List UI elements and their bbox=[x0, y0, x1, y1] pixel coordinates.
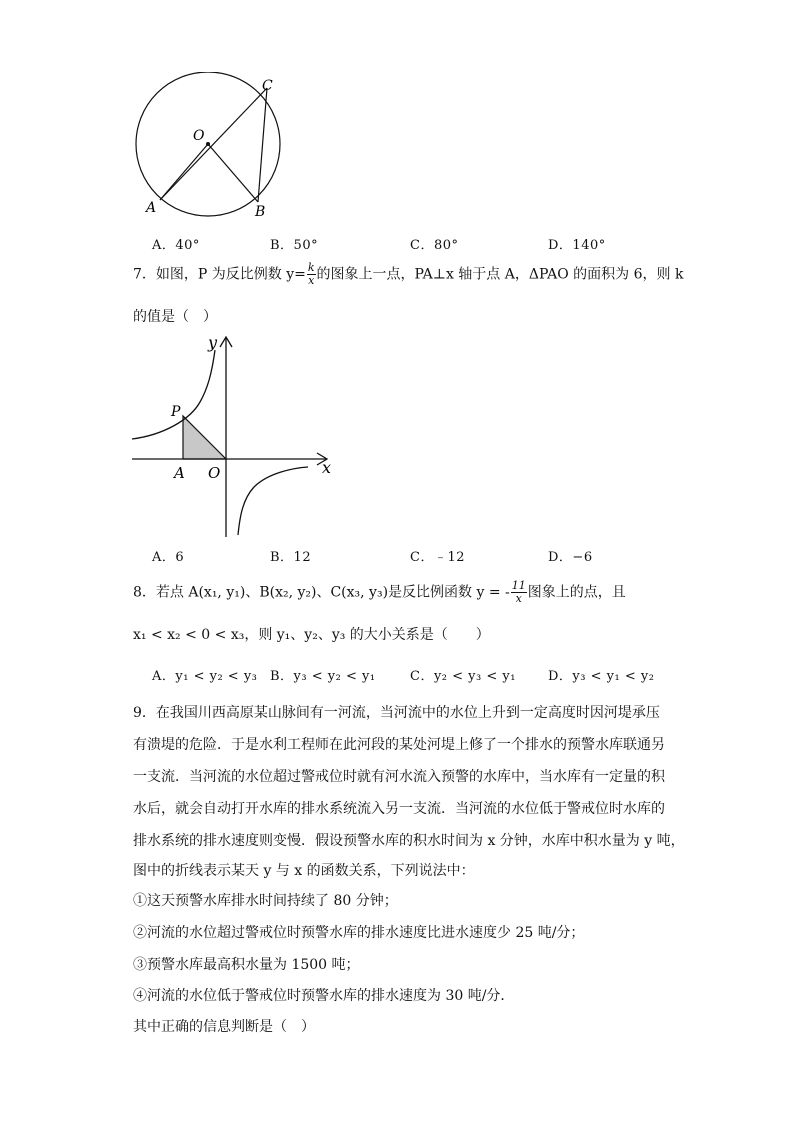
label-a: A bbox=[146, 200, 157, 216]
label-y: y bbox=[208, 333, 218, 352]
center-dot bbox=[206, 142, 210, 146]
label-x: x bbox=[322, 458, 332, 477]
q7-stem-part2: 的图象上一点，PA⊥x 轴于点 A，ΔPAO 的面积为 6，则 k bbox=[316, 266, 684, 283]
q7-fraction bbox=[307, 262, 316, 287]
q8-frac-den: x bbox=[515, 592, 522, 605]
label-a: A bbox=[174, 464, 185, 482]
segment-bc bbox=[258, 88, 267, 202]
segment-oa bbox=[160, 144, 208, 200]
q8-fraction bbox=[511, 580, 527, 605]
q9-line-1: 9．在我国川西高原某山脉间有一河流，当河流中的水位上升到一定高度时因河堤承压 bbox=[133, 705, 660, 721]
q8-option-c: C．y₂ < y₃ < y₁ bbox=[410, 669, 516, 684]
q7-stem-line2: 的值是（ ） bbox=[133, 309, 217, 325]
q9-line-2: 有溃堤的危险．于是水利工程师在此河段的某处河堤上修了一个排水的预警水库联通另 bbox=[133, 737, 665, 753]
shaded-triangle-pao bbox=[183, 416, 226, 459]
q7-frac-den: x bbox=[308, 274, 315, 287]
q6-circle-figure bbox=[120, 72, 295, 222]
q7-option-c: C．﹣12 bbox=[410, 550, 465, 565]
hyperbola-branch-left bbox=[132, 350, 215, 439]
q8-option-a: A．y₁ < y₂ < y₃ bbox=[152, 669, 258, 684]
q9-statement-3: ③预警水库最高积水量为 1500 吨； bbox=[133, 957, 360, 973]
q9-question: 其中正确的信息判断是（ ） bbox=[133, 1019, 315, 1035]
q7-option-d: D．−6 bbox=[548, 550, 593, 565]
q8-stem-part1: 8．若点 A(x₁, y₁)、B(x₂, y₂)、C(x₃, y₃)是反比例函数 y = - bbox=[133, 584, 510, 601]
q6-option-b: B．50° bbox=[270, 238, 319, 253]
label-p: P bbox=[171, 404, 181, 420]
q7-frac-num: k bbox=[307, 261, 315, 274]
q8-option-b: B．y₃ < y₂ < y₁ bbox=[270, 669, 376, 684]
q9-statement-4: ④河流的水位低于警戒位时预警水库的排水速度为 30 吨/分． bbox=[133, 988, 515, 1004]
hyperbola-branch-right bbox=[238, 467, 308, 535]
q7-option-a: A．6 bbox=[152, 550, 185, 565]
q9-statement-2: ②河流的水位超过警戒位时预警水库的排水速度比进水速度少 25 吨/分； bbox=[133, 925, 585, 941]
label-o: O bbox=[208, 464, 221, 482]
q6-option-d: D．140° bbox=[548, 238, 606, 253]
q7-stem-part1: 7．如图，P 为反比例数 y= bbox=[133, 266, 306, 283]
label-o: O bbox=[193, 128, 205, 144]
segment-ob bbox=[208, 144, 258, 202]
q6-option-c: C．80° bbox=[410, 238, 459, 253]
segment-ac bbox=[160, 88, 267, 200]
q8-stem-line1 bbox=[133, 580, 626, 605]
label-c: C bbox=[262, 78, 273, 94]
q6-option-a: A．40° bbox=[152, 238, 200, 253]
q8-stem-part2: 图象上的点，且 bbox=[527, 584, 626, 601]
q9-statement-1: ①这天预警水库排水时间持续了 80 分钟； bbox=[133, 893, 398, 909]
q7-stem-line1 bbox=[133, 262, 683, 287]
q9-line-3: 一支流．当河流的水位超过警戒位时就有河水流入预警的水库中，当水库有一定量的积 bbox=[133, 769, 665, 785]
label-b: B bbox=[255, 204, 266, 220]
q9-line-5: 排水系统的排水速度则变慢．假设预警水库的积水时间为 x 分钟，水库中积水量为 y 吨， bbox=[133, 833, 685, 849]
q9-line-4: 水后，就会自动打开水库的排水系统流入另一支流．当河流的水位低于警戒位时水库的 bbox=[133, 801, 665, 817]
q8-stem-line2: x₁ < x₂ < 0 < x₃，则 y₁、y₂、y₃ 的大小关系是（ ） bbox=[133, 627, 490, 643]
q8-option-d: D．y₃ < y₁ < y₂ bbox=[548, 669, 655, 684]
q7-option-b: B．12 bbox=[270, 550, 312, 565]
q8-frac-num: 11 bbox=[511, 579, 526, 592]
q9-line-6: 图中的折线表示某天 y 与 x 的函数关系，下列说法中： bbox=[133, 863, 475, 879]
q7-hyperbola-figure bbox=[128, 332, 340, 540]
